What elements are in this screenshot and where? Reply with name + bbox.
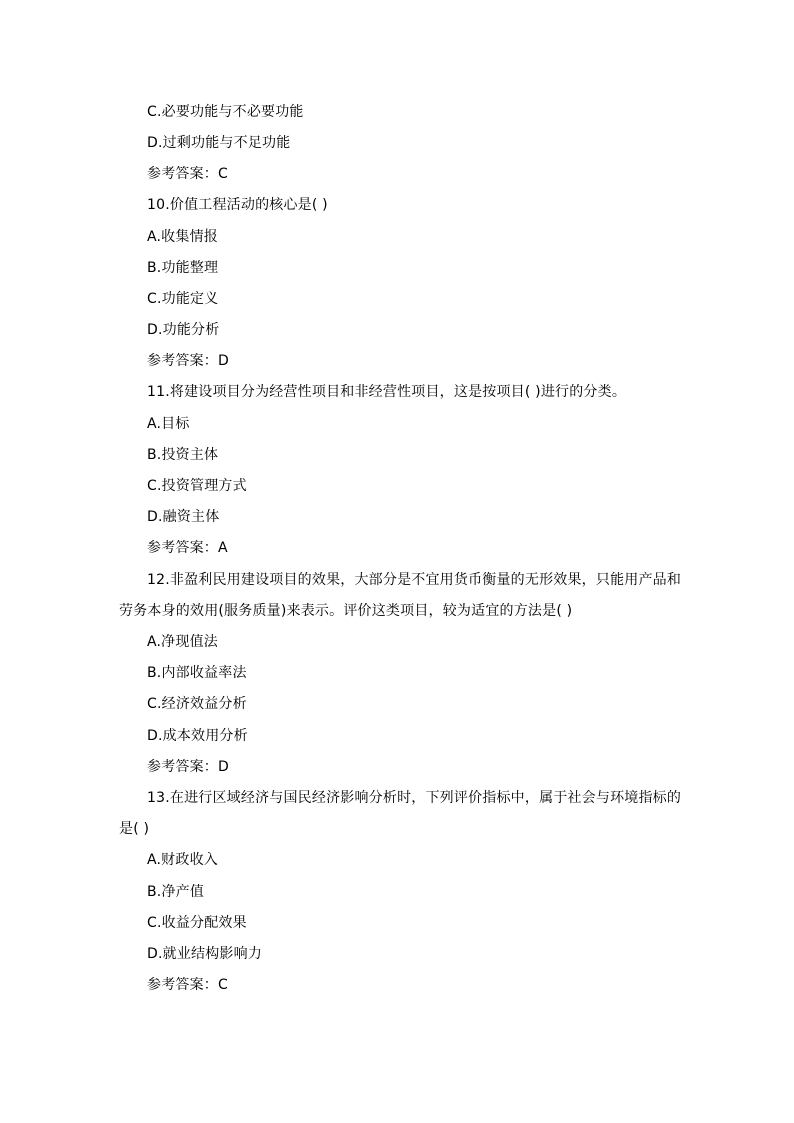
question-11: 11.将建设项目分为经营性项目和非经营性项目，这是按项目( )进行的分类。: [147, 384, 627, 400]
option-b: B.内部收益率法: [147, 665, 247, 681]
question-12-continued: 劳务本身的效用(服务质量)来表示。评价这类项目，较为适宜的方法是( ): [119, 603, 573, 619]
option-d: D.功能分析: [147, 322, 220, 338]
question-13: 13.在进行区域经济与国民经济影响分析时，下列评价指标中，属于社会与环境指标的: [147, 790, 682, 806]
question-10: 10.价值工程活动的核心是( ): [147, 197, 328, 213]
option-a: A.收集情报: [147, 229, 218, 245]
option-d: D.就业结构影响力: [147, 946, 263, 962]
option-c: C.必要功能与不必要功能: [147, 104, 304, 120]
answer-line: 参考答案：C: [147, 166, 228, 182]
option-a: A.财政收入: [147, 852, 218, 868]
option-a: A.净现值法: [147, 634, 218, 650]
option-b: B.功能整理: [147, 260, 219, 276]
option-c: C.经济效益分析: [147, 696, 247, 712]
answer-line: 参考答案：D: [147, 759, 229, 775]
question-12: 12.非盈利民用建设项目的效果，大部分是不宜用货币衡量的无形效果，只能用产品和: [147, 572, 682, 588]
option-d: D.融资主体: [147, 509, 220, 525]
answer-line: 参考答案：D: [147, 353, 229, 369]
option-b: B.投资主体: [147, 447, 219, 463]
question-13-continued: 是( ): [119, 821, 150, 837]
option-a: A.目标: [147, 416, 190, 432]
answer-line: 参考答案：A: [147, 540, 228, 556]
option-c: C.投资管理方式: [147, 478, 247, 494]
option-d: D.成本效用分析: [147, 728, 248, 744]
option-c: C.功能定义: [147, 291, 219, 307]
answer-line: 参考答案：C: [147, 977, 228, 993]
option-b: B.净产值: [147, 884, 205, 900]
option-d: D.过剩功能与不足功能: [147, 135, 291, 151]
option-c: C.收益分配效果: [147, 915, 247, 931]
